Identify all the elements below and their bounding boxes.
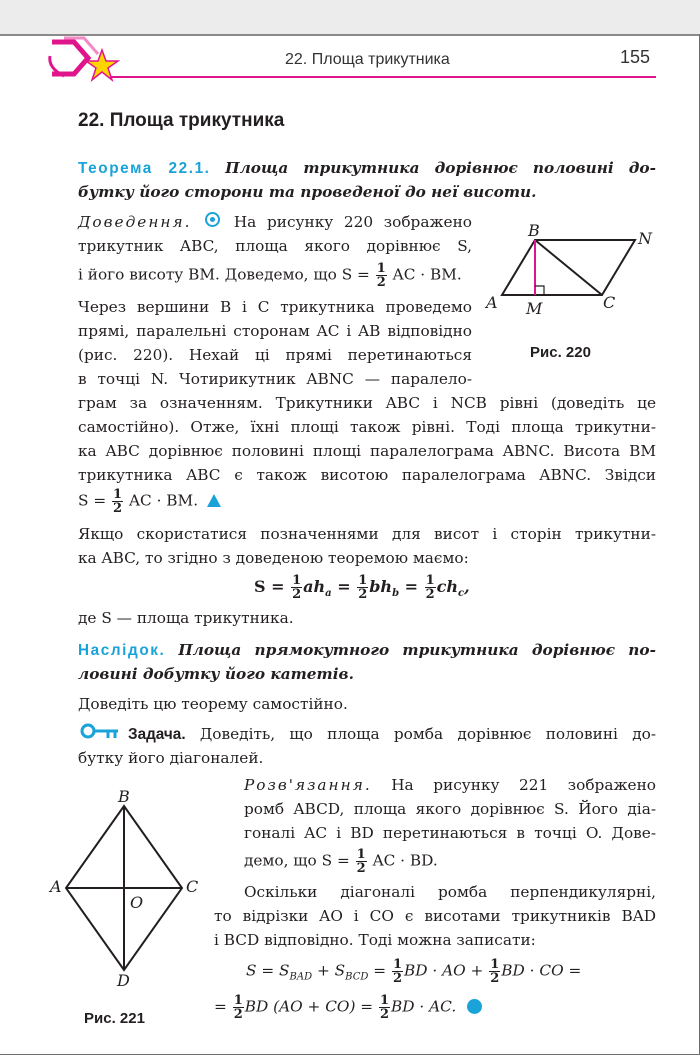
corollary-label: Наслідок. (78, 642, 166, 659)
fraction-half: $\frac{1}{2}$ (358, 573, 368, 602)
label-a: A (50, 877, 62, 896)
proof-line-4: Через вершини B і C трикутника проведемо (78, 298, 472, 316)
corollary-line-1: Наслідок. Площа прямокутного трикутника дорівнює по- (78, 641, 656, 659)
fraction-half: $\frac{1}{2}$ (490, 957, 500, 986)
solution-formula-1: $S = S_{BAD} + S_{BCD}$ = $\frac{1}{2}$ BD · AO + $\frac{1}{2}$ BD · CO = (246, 957, 582, 986)
target-icon (205, 212, 220, 227)
label-m: M (526, 299, 543, 318)
proof-label: Доведення. (78, 213, 192, 231)
fraction-half: $\frac{1}{2}$ (113, 487, 123, 516)
corollary-line-2: ловині добутку його катетів. (78, 665, 354, 683)
theorem-line-2: бутку його сторони та проведеної до неї висоти. (78, 183, 537, 201)
solution-line-4: демо, що S = $\frac{1}{2}$ AC · BD. (244, 847, 438, 876)
figure-221-caption: Рис. 221 (84, 1010, 145, 1027)
proof-line-10: ка ABC дорівнює половині площі паралелограма ABNC. Висота BM (78, 442, 656, 460)
solution-formula-2: = $\frac{1}{2}$ BD (AO + CO) = $\frac{1}{2}$ BD · AC. (214, 994, 482, 1021)
fraction-half: $\frac{1}{2}$ (356, 847, 366, 876)
label-a: A (486, 293, 498, 312)
label-d: D (117, 971, 130, 990)
solution-line-7: і BCD відповідно. Тоді можна записати: (214, 931, 536, 949)
proof-line-2: трикутник ABC, площа якого дорівнює S, (78, 237, 472, 255)
fraction-half: $\frac{1}{2}$ (292, 573, 302, 602)
para2-line-1: Якщо скористатися позначеннями для висот і сторін трикутни- (78, 525, 656, 543)
proof-line-9: самостійно). Отже, їхні площі також рівні. Тоді площа трикутни- (78, 418, 656, 436)
solution-line-6: то відрізки AO і CO є висотами трикутників BAD (214, 907, 656, 925)
label-b: B (528, 221, 540, 240)
fraction-half: $\frac{1}{2}$ (376, 261, 386, 290)
formula-area-heights: S = $\frac{1}{2}$ $ah_a$ = $\frac{1}{2}$ $bh_b$ = $\frac{1}{2}$ $ch_c$, (254, 573, 470, 602)
proof-line-12: S = $\frac{1}{2}$ AC · BM. (78, 488, 221, 515)
theorem-line-1: Теорема 22.1. Площа трикутника дорівнює половині до- (78, 159, 656, 177)
header-star-icon (44, 36, 124, 92)
label-c: C (603, 293, 616, 312)
end-of-solution-dot-icon (467, 999, 482, 1014)
figure-220 (480, 220, 660, 320)
fraction-half: $\frac{1}{2}$ (425, 573, 435, 602)
label-n: N (638, 229, 652, 248)
section-title: 22. Площа трикутника (78, 110, 285, 131)
fraction-half: $\frac{1}{2}$ (392, 957, 402, 986)
key-icon (80, 723, 120, 743)
theorem-label: Теорема 22.1. (78, 160, 211, 177)
end-of-proof-triangle-icon (207, 494, 221, 507)
fraction-half: $\frac{1}{2}$ (379, 993, 390, 1022)
proof-line-7: в точці N. Чотирикутник ABNC — паралело- (78, 370, 472, 388)
proof-line-1: Доведення. На рисунку 220 зображено (78, 213, 472, 231)
task-line-2: бутку його діагоналей. (78, 749, 264, 767)
proof-line-5: прямі, паралельні сторонам AC і AB відповідно (78, 322, 472, 340)
solution-line-3: гоналі AC і BD перетинаються в точці O. Дове- (244, 824, 656, 842)
label-c: C (186, 877, 199, 896)
task-label: Задача. (128, 726, 186, 743)
header-rule (110, 76, 656, 78)
proof-line-8: грам за означенням. Трикутники ABC і NCB рівні (доведіть це (78, 394, 656, 412)
proof-line-11: трикутника ABC є також висотою паралелограма ABNC. Звідси (78, 466, 656, 484)
running-title: 22. Площа трикутника (285, 51, 450, 68)
proof-line-3: і його висоту BM. Доведемо, що S = $\frac{1}{2}$ AC · BM. (78, 261, 462, 290)
solution-line-5: Оскільки діагоналі ромба перпендикулярні, (244, 883, 656, 901)
para2-line-3: де S — площа трикутника. (78, 609, 294, 627)
task-line-1: Задача. Доведіть, що площа ромба дорівнює половині до- (128, 725, 656, 743)
proof-line-6: (рис. 220). Нехай ці прямі перетинаються (78, 346, 472, 364)
solution-label: Розв'язання. (244, 776, 372, 794)
label-o: O (130, 893, 144, 912)
figure-220-caption: Рис. 220 (530, 344, 591, 361)
figure-221 (44, 786, 214, 996)
solution-line-1: Розв'язання. На рисунку 221 зображено (244, 776, 656, 794)
label-b: B (118, 787, 130, 806)
right-angle-mark (535, 286, 544, 295)
diagonal-bc (535, 240, 602, 295)
corollary-line-3: Доведіть цю теорему самостійно. (78, 695, 348, 713)
page-number: 155 (620, 47, 651, 67)
viewer-toolbar (0, 0, 700, 36)
para2-line-2: ка ABC, то згідно з доведеною теоремою маємо: (78, 549, 469, 567)
fraction-half: $\frac{1}{2}$ (233, 993, 243, 1022)
solution-line-2: ромб ABCD, площа якого дорівнює S. Його діа- (244, 800, 656, 818)
